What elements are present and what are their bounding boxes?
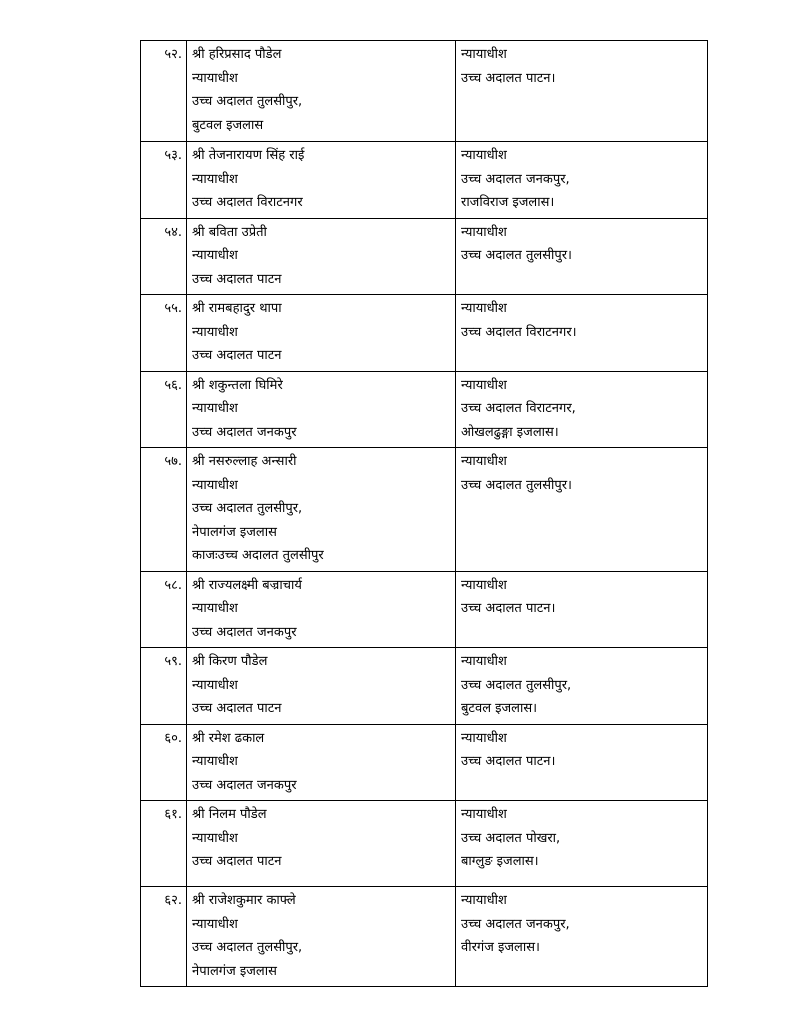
table-row — [141, 724, 708, 801]
new-post-line: उच्च अदालत जनकपुर, — [461, 171, 570, 187]
current-post-cell — [187, 801, 456, 887]
new-post-line: न्यायाधीश — [461, 893, 507, 908]
new-post-line: न्यायाधीश — [461, 377, 507, 393]
judge-name: श्री निलम पौडेल — [192, 807, 267, 822]
current-post-line: न्यायाधीश — [192, 830, 238, 846]
new-post-line: ओखलढुङ्गा इजलास। — [461, 424, 559, 440]
serial-number-cell — [141, 218, 187, 295]
serial-number-cell — [141, 371, 187, 448]
judge-name: श्री रमेश ढकाल — [192, 730, 265, 746]
new-post-line: न्यायाधीश — [461, 807, 507, 822]
current-post-line: न्यायाधीश — [192, 324, 238, 340]
current-post-line: न्यायाधीश — [192, 401, 238, 416]
judge-name: श्री बविता उप्रेती — [192, 224, 267, 240]
current-post-cell — [187, 448, 456, 572]
new-post-cell — [456, 448, 708, 572]
judge-name: श्री रामबहादुर थापा — [192, 301, 282, 316]
current-post-line: उच्च अदालत जनकपुर — [192, 624, 297, 640]
new-post-cell — [456, 142, 708, 219]
new-post-line: राजविराज इजलास। — [461, 195, 555, 210]
current-post-line: उच्च अदालत पाटन — [192, 701, 282, 716]
judge-name: श्री राजेशकुमार काफ्ले — [192, 893, 296, 908]
current-post-line: न्यायाधीश — [192, 916, 238, 932]
new-post-line: न्यायाधीश — [461, 730, 507, 746]
current-post-cell — [187, 41, 456, 142]
current-post-line: उच्च अदालत पाटन — [192, 854, 282, 869]
serial-number: ५३. — [164, 148, 182, 163]
judge-name: श्री हरिप्रसाद पौडेल — [192, 47, 282, 62]
current-post-line: न्यायाधीश — [192, 754, 238, 769]
new-post-cell — [456, 218, 708, 295]
new-post-line: न्यायाधीश — [461, 301, 507, 316]
table-row — [141, 801, 708, 887]
table-row — [141, 448, 708, 572]
serial-number: ६१. — [164, 807, 182, 822]
new-post-line: बाग्लुङ इजलास। — [461, 854, 539, 869]
judge-name: श्री राज्यलक्ष्मी बज्राचार्य — [192, 577, 302, 593]
current-post-line: उच्च अदालत तुलसीपुर, — [192, 501, 303, 516]
new-post-line: न्यायाधीश — [461, 654, 507, 669]
current-post-cell — [187, 648, 456, 725]
new-post-cell — [456, 801, 708, 887]
current-post-line: न्यायाधीश — [192, 248, 238, 263]
table-row — [141, 648, 708, 725]
current-post-line: न्यायाधीश — [192, 601, 238, 616]
serial-number-cell — [141, 571, 187, 648]
serial-number: ५५. — [164, 301, 182, 316]
current-post-line: उच्च अदालत तुलसीपुर, — [192, 94, 303, 109]
new-post-line: उच्च अदालत विराटनगर, — [461, 401, 576, 416]
current-post-cell — [187, 571, 456, 648]
current-post-line: उच्च अदालत विराटनगर — [192, 195, 303, 210]
current-post-cell — [187, 724, 456, 801]
current-post-line: काजःउच्च अदालत तुलसीपुर — [192, 548, 324, 563]
table-row — [141, 295, 708, 372]
serial-number: ५७. — [164, 454, 182, 469]
judge-name: श्री नसरुल्लाह अन्सारी — [192, 454, 297, 469]
new-post-line: उच्च अदालत पाटन। — [461, 754, 556, 769]
current-post-line: न्यायाधीश — [192, 70, 238, 86]
new-post-line: न्यायाधीश — [461, 577, 507, 593]
new-post-cell — [456, 648, 708, 725]
current-post-line: नेपालगंज इजलास — [192, 524, 277, 540]
new-post-cell — [456, 571, 708, 648]
new-post-line: उच्च अदालत विराटनगर। — [461, 324, 577, 340]
new-post-line: उच्च अदालत पोखरा, — [461, 830, 561, 846]
new-post-line: उच्च अदालत तुलसीपुर। — [461, 248, 572, 263]
current-post-cell — [187, 295, 456, 372]
new-post-line: न्यायाधीश — [461, 47, 507, 62]
new-post-line: न्यायाधीश — [461, 454, 507, 469]
new-post-line: उच्च अदालत जनकपुर, — [461, 916, 570, 932]
new-post-line: उच्च अदालत तुलसीपुर, — [461, 677, 572, 693]
serial-number: ६२. — [164, 893, 182, 908]
new-post-line: उच्च अदालत पाटन। — [461, 601, 556, 616]
new-post-line: न्यायाधीश — [461, 148, 507, 163]
current-post-line: बुटवल इजलास — [192, 117, 264, 133]
table-row — [141, 371, 708, 448]
serial-number-cell — [141, 648, 187, 725]
serial-number-cell — [141, 801, 187, 887]
serial-number: ५२. — [164, 47, 182, 62]
table-row — [141, 887, 708, 987]
new-post-cell — [456, 371, 708, 448]
serial-number-cell — [141, 295, 187, 372]
current-post-line: उच्च अदालत तुलसीपुर, — [192, 940, 303, 955]
current-post-line: उच्च अदालत पाटन — [192, 348, 282, 363]
new-post-cell — [456, 887, 708, 987]
current-post-line: न्यायाधीश — [192, 677, 238, 693]
new-post-line: उच्च अदालत पाटन। — [461, 70, 556, 86]
current-post-line: उच्च अदालत जनकपुर — [192, 777, 297, 793]
current-post-cell — [187, 218, 456, 295]
table-body — [141, 41, 708, 987]
serial-number-cell — [141, 887, 187, 987]
table-row — [141, 218, 708, 295]
judge-name: श्री किरण पौडेल — [192, 654, 268, 669]
current-post-line: न्यायाधीश — [192, 477, 238, 493]
serial-number-cell — [141, 142, 187, 219]
judge-transfer-table — [140, 40, 708, 987]
new-post-line: वीरगंज इजलास। — [461, 940, 540, 955]
table-row — [141, 571, 708, 648]
current-post-cell — [187, 142, 456, 219]
table-row — [141, 142, 708, 219]
serial-number: ५८. — [164, 577, 182, 593]
serial-number: ५६. — [164, 377, 182, 393]
new-post-cell — [456, 724, 708, 801]
new-post-cell — [456, 41, 708, 142]
new-post-line: न्यायाधीश — [461, 224, 507, 240]
serial-number: ६०. — [164, 730, 182, 746]
judge-name: श्री शकुन्तला घिमिरे — [192, 377, 283, 393]
current-post-cell — [187, 371, 456, 448]
current-post-line: न्यायाधीश — [192, 171, 238, 187]
new-post-line: बुटवल इजलास। — [461, 701, 538, 716]
serial-number-cell — [141, 448, 187, 572]
new-post-line: उच्च अदालत तुलसीपुर। — [461, 477, 572, 493]
table-row — [141, 41, 708, 142]
judge-name: श्री तेजनारायण सिंह राई — [192, 148, 305, 163]
serial-number-cell — [141, 41, 187, 142]
current-post-line: नेपालगंज इजलास — [192, 963, 277, 979]
serial-number: ५९. — [164, 654, 182, 669]
new-post-cell — [456, 295, 708, 372]
serial-number: ५४. — [164, 224, 182, 240]
current-post-cell — [187, 887, 456, 987]
serial-number-cell — [141, 724, 187, 801]
current-post-line: उच्च अदालत जनकपुर — [192, 424, 297, 440]
current-post-line: उच्च अदालत पाटन — [192, 271, 282, 287]
